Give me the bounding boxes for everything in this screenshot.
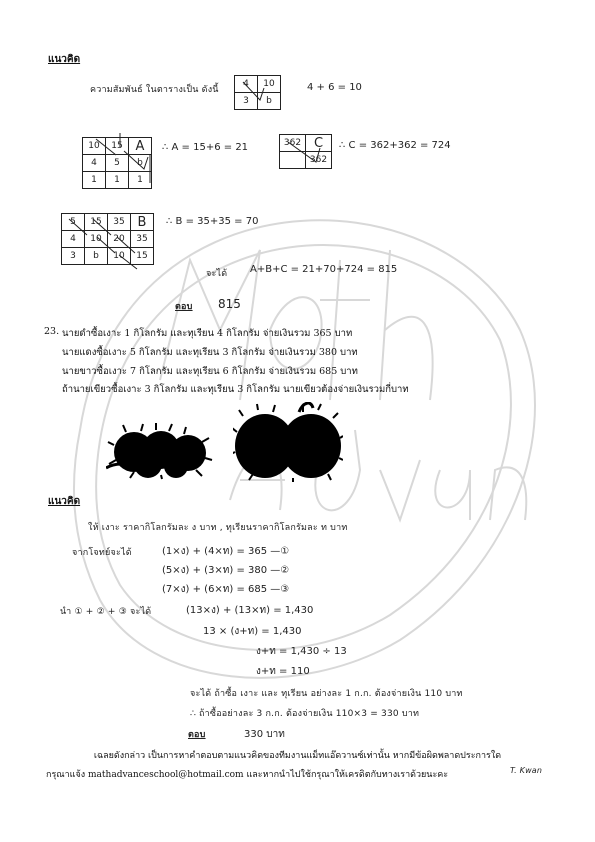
watermark-text: Math Advance [20, 5, 134, 24]
sum-line-equation: A+B+C = 21+70+724 = 815 [250, 264, 398, 275]
grid-cell: 3 [62, 248, 85, 265]
problem-line: นายขาวซื้อเงาะ 7 กิโลกรัม และทุเรียน 6 กิโลกรัม จ่ายเงินรวม 685 บาท [62, 366, 358, 377]
sum-line-lead: จะได้ [206, 269, 228, 279]
solution-conclude-2: ∴ ถ้าซื้ออย่างละ 3 ก.ก. ต้องจ่ายเงิน 110×3 = 330 บาท [190, 709, 420, 719]
grid-cell: 362 [280, 135, 306, 152]
intro-equation: 4 + 6 = 10 [307, 82, 362, 93]
grid-cell: 10 [108, 248, 131, 265]
grid-cell: 1 [129, 172, 152, 189]
solution-step1: (13×ง) + (13×ท) = 1,430 [186, 605, 314, 616]
grid-cell: 5 [62, 214, 85, 231]
grid-cell: 5 [106, 155, 129, 172]
problem-line: ถ้านายเขียวซื้อเงาะ 3 กิโลกรัม และทุเรียน 3 กิโลกรัม นายเขียวต้องจ่ายเงินรวมกี่บาท [62, 384, 409, 395]
problem-line: นายดำซื้อเงาะ 1 กิโลกรัม และทุเรียน 4 กิโลกรัม จ่ายเงินรวม 365 บาท [62, 328, 353, 339]
solution-answer-label: ตอบ [188, 730, 206, 740]
solution-answer-value: 330 บาท [244, 729, 285, 740]
solution-sum-lead: นำ ① + ② + ③ จะได้ [60, 607, 152, 617]
intro-arrow-icon [238, 78, 268, 108]
grid-cell: 4 [62, 231, 85, 248]
footer-line-1: เฉลยดังกล่าว เป็นการหาคำตอบตามแนวคิดของทีมงานแม็ทแอ๊ดวานซ์เท่านั้น หากมีข้อผิดพลาดประการใด [93, 751, 502, 761]
grid-cell: 10 [85, 231, 108, 248]
solution-step4: ง+ท = 110 [256, 666, 310, 677]
problem-line: นายแดงซื้อเงาะ 5 กิโลกรัม และทุเรียน 3 กิโลกรัม จ่ายเงินรวม 380 บาท [62, 347, 358, 358]
solution-eq3: (7×ง) + (6×ท) = 685 —③ [162, 584, 290, 595]
grid-cell: b [85, 248, 108, 265]
grid-cell: 1 [83, 172, 106, 189]
footer-line-2: กรุณาแจ้ง mathadvanceschool@hotmail.com และหากนำไปใช้กรุณาให้เครดิตกับทางเราด้วยนะคะ [46, 770, 449, 780]
grid-cell: 20 [108, 231, 131, 248]
rambutan-image [106, 420, 216, 480]
solution-step3: ง+ท = 1,430 ÷ 13 [256, 646, 347, 657]
solution-eq1: (1×ง) + (4×ท) = 365 —① [162, 546, 290, 557]
grid-cell: B [131, 214, 154, 231]
grid-cell: A [129, 138, 152, 155]
grid-cell: 10 [83, 138, 106, 155]
grid-b-equation: ∴ B = 35+35 = 70 [166, 216, 259, 227]
grid-cell: 362 [306, 152, 332, 169]
grid-a-equation: ∴ A = 15+6 = 21 [162, 142, 249, 153]
problem-number: 23. [44, 326, 60, 337]
grid-b-arrows-icon [61, 213, 171, 273]
grid-a-arrows-icon [82, 125, 162, 190]
grid-cell: 4 [83, 155, 106, 172]
grid-cell: 35 [108, 214, 131, 231]
durian-image [233, 402, 343, 482]
grid-cell: 15 [106, 138, 129, 155]
solution-eq2: (5×ง) + (3×ท) = 380 —② [162, 565, 290, 576]
approach-heading-1: แนวคิด [48, 54, 81, 65]
grid-cell: 4 [235, 76, 258, 93]
solution-step2: 13 × (ง+ท) = 1,430 [203, 626, 302, 637]
approach-heading-2: แนวคิด [48, 496, 81, 507]
footer-signature: T. Kwan [510, 766, 543, 775]
grid-cell: 3 [235, 93, 258, 110]
grid-cell: b [258, 93, 281, 110]
grid-cell: 1 [106, 172, 129, 189]
grid-cell: 10 [258, 76, 281, 93]
grid-cell: b [129, 155, 152, 172]
solution-from-question: จากโจทย์จะได้ [72, 548, 132, 558]
grid-c-equation: ∴ C = 362+362 = 724 [339, 140, 451, 151]
intro-text: ความสัมพันธ์ ในตารางเป็น ดังนี้ [90, 85, 219, 95]
grid-c-arrow-icon [280, 134, 340, 174]
grid-cell: 35 [131, 231, 154, 248]
grid-cell: 15 [131, 248, 154, 265]
answer-1-value: 815 [218, 297, 241, 311]
answer-1-label: ตอบ [175, 302, 193, 312]
grid-cell: 15 [85, 214, 108, 231]
solution-let-line: ให้ เงาะ ราคากิโลกรัมละ ง บาท , ทุเรียนราคากิโลกรัมละ ท บาท [88, 523, 348, 533]
solution-conclude-1: จะได้ ถ้าซื้อ เงาะ และ ทุเรียน อย่างละ 1 ก.ก. ต้องจ่ายเงิน 110 บาท [190, 689, 463, 699]
grid-cell: C [306, 135, 332, 152]
